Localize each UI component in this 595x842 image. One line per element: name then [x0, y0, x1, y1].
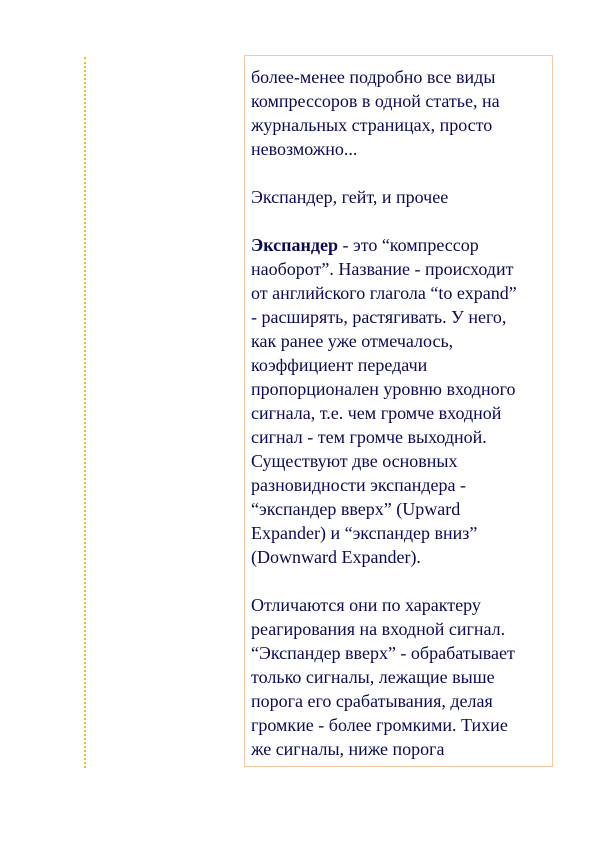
- text-line: сигнал - тем громче выходной.: [251, 427, 487, 447]
- paragraph-expander-definition: [251, 233, 548, 569]
- margin-dotted-rule: [84, 57, 86, 768]
- section-heading-text: Экспандер, гейт, и прочее: [251, 187, 449, 207]
- term-expander: Экспандер: [251, 235, 338, 255]
- text-line: “экспандер вверх” (Upward: [251, 499, 461, 519]
- text-line: (Downward Expander).: [251, 547, 421, 567]
- text-column-frame: [244, 55, 553, 767]
- text-line: компрессоров в одной статье, на: [251, 91, 500, 111]
- text-line: реагирования на входной сигнал.: [251, 619, 506, 639]
- text-line: более-менее подробно все виды: [251, 67, 496, 87]
- text-line: от английского глагола “to expand”: [251, 283, 517, 303]
- paragraph-expander-types: [251, 593, 548, 761]
- text-line: “Экспандер вверх” - обрабатывает: [251, 643, 515, 663]
- text-line: пропорционален уровню входного: [251, 379, 516, 399]
- text-line: Отличаются они по характеру: [251, 595, 481, 615]
- text-line: Существуют две основных: [251, 451, 458, 471]
- text-line: порога его срабатывания, делая: [251, 691, 493, 711]
- text-line: только сигналы, лежащие выше: [251, 667, 495, 687]
- text-line: как ранее уже отмечалось,: [251, 331, 454, 351]
- text-line: коэффициент передачи: [251, 355, 428, 375]
- text-line: Expander) и “экспандер вниз”: [251, 523, 478, 543]
- text-line: разновидности экспандера -: [251, 475, 466, 495]
- text-line: громкие - более громкими. Тихие: [251, 715, 508, 735]
- text-line: журнальных страницах, просто: [251, 115, 493, 135]
- text-line: же сигналы, ниже порога: [251, 739, 445, 759]
- text-line: невозможно...: [251, 139, 358, 159]
- text-line-first: [251, 233, 548, 257]
- text-line: сигнала, т.е. чем громче входной: [251, 403, 502, 423]
- text-line: - расширять, растягивать. У него,: [251, 307, 507, 327]
- text-line: наоборот”. Название - происходит: [251, 259, 514, 279]
- section-heading: [251, 185, 548, 209]
- term-definition-start: - это “компрессор: [337, 235, 479, 255]
- paragraph-intro-end: [251, 65, 548, 161]
- article-text: [251, 65, 548, 761]
